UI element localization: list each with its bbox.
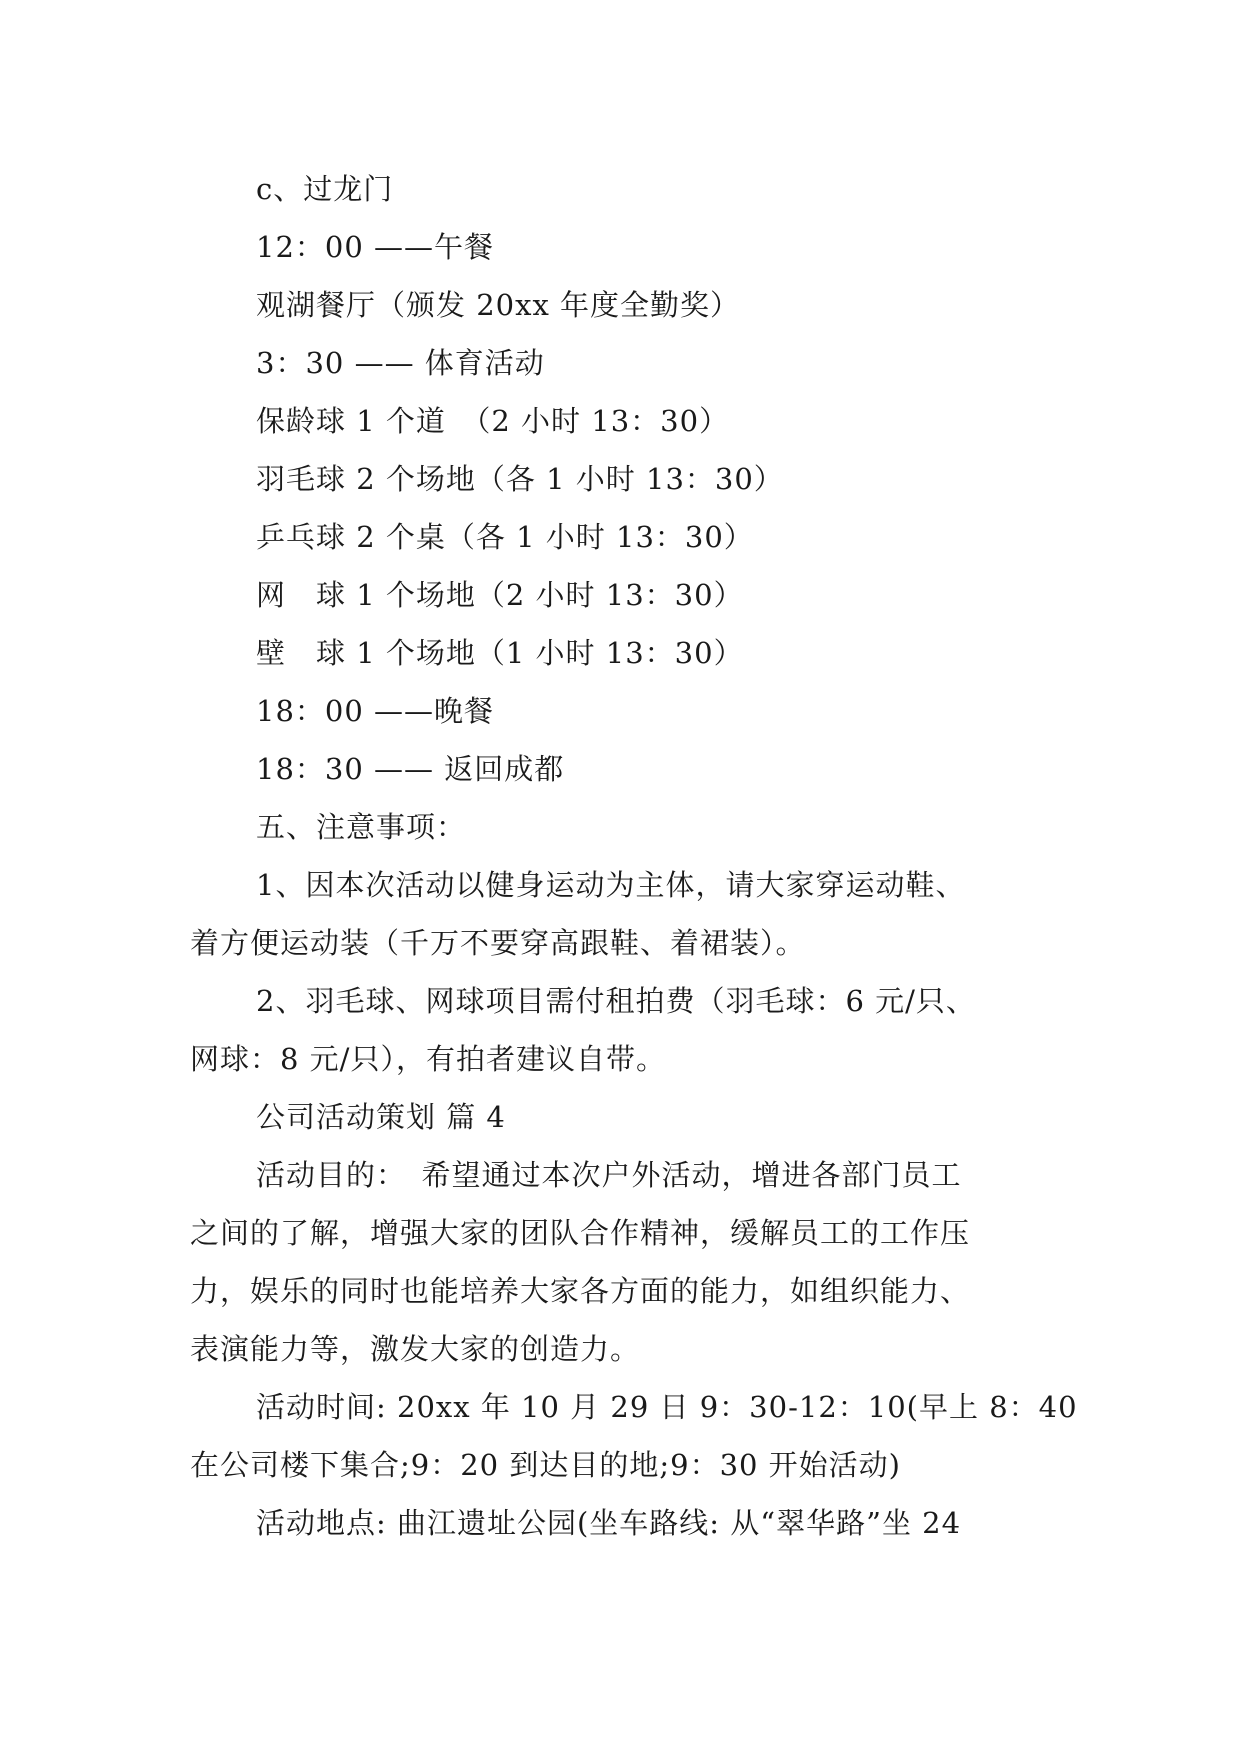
location-line: 活动地点: 曲江遗址公园(坐车路线: 从“翠华路”坐 24 [256, 1506, 962, 1540]
note-2-line: 网球：8 元/只），有拍者建议自带。 [190, 1042, 666, 1076]
schedule-line: 3：30 —— 体育活动 [256, 346, 545, 380]
schedule-line: 壁 球 1 个场地（1 小时 13：30） [256, 636, 744, 670]
time-line: 活动时间: 20xx 年 10 月 29 日 9：30-12：10(早上 8：40 [256, 1390, 1078, 1424]
section-title: 公司活动策划 篇 4 [256, 1100, 506, 1134]
note-2-line: 2、羽毛球、网球项目需付租拍费（羽毛球：6 元/只、 [256, 984, 976, 1018]
schedule-line: 网 球 1 个场地（2 小时 13：30） [256, 578, 744, 612]
schedule-line: 18：30 —— 返回成都 [256, 752, 565, 786]
purpose-line: 表演能力等，激发大家的创造力。 [190, 1332, 641, 1366]
purpose-line: 力，娱乐的同时也能培养大家各方面的能力，如组织能力、 [190, 1274, 971, 1308]
schedule-line: 乒乓球 2 个桌（各 1 小时 13：30） [256, 520, 754, 554]
note-1-line: 着方便运动装（千万不要穿高跟鞋、着裙装）。 [190, 926, 806, 960]
notes-heading: 五、注意事项： [256, 810, 467, 844]
schedule-line: 12：00 ——午餐 [256, 230, 495, 264]
schedule-line: 观湖餐厅（颁发 20xx 年度全勤奖） [256, 288, 741, 322]
document-body [190, 160, 1078, 1552]
schedule-line: c、过龙门 [256, 172, 394, 206]
purpose-line: 活动目的： 希望通过本次户外活动，增进各部门员工 [256, 1158, 962, 1192]
time-line: 在公司楼下集合;9：20 到达目的地;9：30 开始活动) [190, 1448, 901, 1482]
schedule-line: 保龄球 1 个道 （2 小时 13：30） [256, 404, 730, 438]
schedule-line: 18：00 ——晚餐 [256, 694, 495, 728]
purpose-line: 之间的了解，增强大家的团队合作精神，缓解员工的工作压 [190, 1216, 971, 1250]
note-1-line: 1、因本次活动以健身运动为主体，请大家穿运动鞋、 [256, 868, 966, 902]
schedule-line: 羽毛球 2 个场地（各 1 小时 13：30） [256, 462, 784, 496]
